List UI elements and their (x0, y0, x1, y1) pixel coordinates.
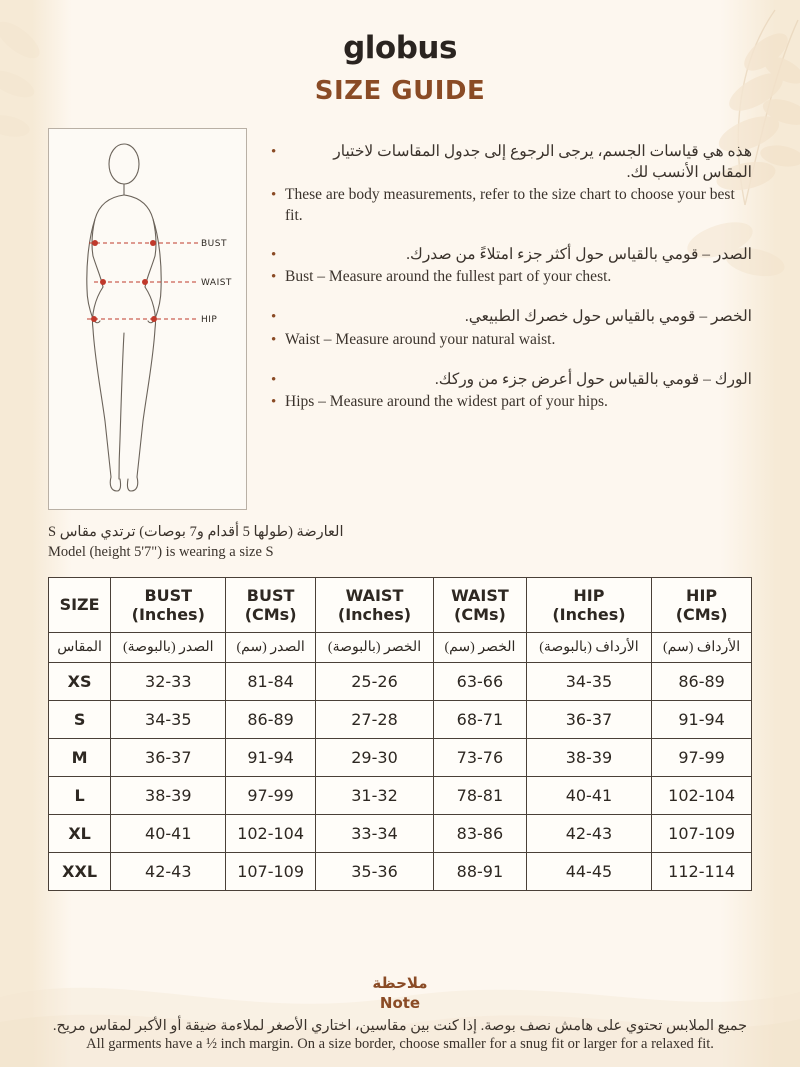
header-line-2: (Inches) (131, 604, 205, 624)
page-title: SIZE GUIDE (314, 76, 486, 106)
cell-size: S (49, 701, 111, 739)
cell-waist-inches: 35-36 (315, 853, 433, 891)
cell-hip-cms: 97-99 (652, 739, 752, 777)
header-line-1: BUST (144, 585, 193, 605)
cell-waist-cms: 73-76 (434, 739, 527, 777)
header-line-2: (CMs) (454, 604, 506, 624)
table-header-row-arabic (49, 632, 752, 663)
cell-bust-cms: 91-94 (226, 739, 315, 777)
cell-waist-inches: 31-32 (315, 777, 433, 815)
header-line-1: WAIST (345, 585, 404, 605)
note-arabic-text: الخصر – قومي بالقياس حول خصرك الطبيعي. (464, 308, 752, 326)
cell-hip-cms: 112-114 (652, 853, 752, 891)
cell-waist-cms: 68-71 (434, 701, 527, 739)
footer-title-english: Note (379, 994, 421, 1012)
cell-bust-cms: 107-109 (226, 853, 315, 891)
cell-hip-inches: 34-35 (526, 663, 651, 701)
cell-bust-inches: 38-39 (111, 777, 226, 815)
table-header-waist-inches (315, 577, 433, 632)
header-line-1: WAIST (451, 585, 509, 605)
cell-hip-cms: 102-104 (652, 777, 752, 815)
note-english (271, 330, 752, 352)
table-header-bust-inches (111, 577, 226, 632)
table-row (49, 701, 752, 739)
cell-hip-inches: 42-43 (526, 815, 651, 853)
table-header-bust-cms (226, 577, 315, 632)
cell-bust-inches: 32-33 (111, 663, 226, 701)
cell-bust-inches: 34-35 (111, 701, 226, 739)
cell-hip-cms: 107-109 (652, 815, 752, 853)
table-header-hip-inches (526, 577, 651, 632)
note-english-text: Waist – Measure around your natural waist. (285, 330, 556, 348)
bullet-icon: • (271, 269, 277, 286)
header-line-1: HIP (573, 585, 605, 605)
table-header-arabic-waist-cms: الخصر (سم) (434, 632, 527, 663)
header-line-1: BUST (246, 585, 295, 605)
note-english-text: Bust – Measure around the fullest part of your chest. (285, 268, 612, 286)
cell-size: XXL (49, 853, 111, 891)
cell-hip-inches: 44-45 (526, 853, 651, 891)
cell-waist-inches: 33-34 (315, 815, 433, 853)
note-arabic (271, 370, 752, 392)
cell-hip-cms: 86-89 (652, 663, 752, 701)
footer-note (0, 974, 800, 1053)
table-header-size (49, 577, 111, 632)
header-line-2: (CMs) (244, 604, 297, 624)
cell-size: XL (49, 815, 111, 853)
cell-size: L (49, 777, 111, 815)
table-header-arabic-waist-inches: الخصر (بالبوصة) (315, 632, 433, 663)
note-arabic (271, 142, 752, 184)
note-item (271, 245, 752, 290)
table-row (49, 739, 752, 777)
cell-waist-cms: 63-66 (434, 663, 527, 701)
cell-waist-cms: 83-86 (434, 815, 527, 853)
note-english (271, 185, 752, 227)
header-line-2: (Inches) (337, 604, 412, 624)
figure-label-bust: BUST (201, 239, 227, 249)
footer-title-arabic: ملاحظة (372, 974, 428, 992)
bullet-icon: • (271, 186, 277, 203)
measurement-guide-section (48, 128, 752, 510)
table-row (49, 853, 752, 891)
cell-waist-cms: 88-91 (434, 853, 527, 891)
cell-bust-inches: 36-37 (111, 739, 226, 777)
model-note-arabic: العارضة (طولها 5 أقدام و7 بوصات) ترتدي مقاس S (48, 524, 344, 540)
note-english-text: Hips – Measure around the widest part of your hips. (285, 393, 608, 411)
body-figure-illustration (48, 128, 247, 510)
table-header-arabic-bust-cms: الصدر (سم) (226, 632, 315, 663)
cell-bust-cms: 102-104 (226, 815, 315, 853)
footer-text-english: All garments have a ½ inch margin. On a size border, choose smaller for a snug fit or larger for a relaxed fit. (86, 1036, 714, 1052)
note-english-text: These are body measurements, refer to the size chart to choose your best fit. (285, 185, 735, 224)
table-header-arabic-hip-inches: الأرداف (بالبوصة) (526, 632, 651, 663)
figure-label-waist: WAIST (201, 278, 232, 288)
cell-bust-cms: 81-84 (226, 663, 315, 701)
bullet-icon: • (271, 246, 277, 263)
cell-hip-inches: 36-37 (526, 701, 651, 739)
note-english (271, 267, 752, 289)
header-line-1: HIP (686, 585, 718, 605)
table-row (49, 815, 752, 853)
note-arabic (271, 307, 752, 329)
size-chart-table (48, 577, 752, 892)
table-header-arabic-hip-cms: الأرداف (سم) (652, 632, 752, 663)
cell-hip-inches: 38-39 (526, 739, 651, 777)
note-item (271, 307, 752, 352)
table-header-row-english (49, 577, 752, 632)
model-note (48, 522, 752, 563)
bullet-icon: • (271, 371, 277, 388)
table-row (49, 777, 752, 815)
cell-waist-inches: 29-30 (315, 739, 433, 777)
bullet-icon: • (271, 331, 277, 348)
bullet-icon: • (271, 309, 277, 326)
header-line-2: (CMs) (675, 604, 728, 624)
cell-hip-inches: 40-41 (526, 777, 651, 815)
note-item (271, 370, 752, 415)
cell-bust-inches: 40-41 (111, 815, 226, 853)
cell-waist-cms: 78-81 (434, 777, 527, 815)
cell-bust-cms: 86-89 (226, 701, 315, 739)
female-body-outline-icon (49, 129, 244, 507)
footer-text-arabic: جميع الملابس تحتوي على هامش نصف بوصة. إذا كنت بين مقاسين، اختاري الأصغر لملاءمة ضيقة أو الأكبر لمقاس مريح. (52, 1018, 748, 1034)
note-arabic-text: هذه هي قياسات الجسم، يرجى الرجوع إلى جدول المقاسات لاختيار المقاس الأنسب لك. (333, 143, 752, 181)
note-arabic-text: الصدر – قومي بالقياس حول أكثر جزء امتلاءً من صدرك. (406, 245, 752, 263)
table-row (49, 663, 752, 701)
header-line-2: (Inches) (552, 604, 626, 624)
note-english (271, 392, 752, 414)
cell-bust-cms: 97-99 (226, 777, 315, 815)
cell-bust-inches: 42-43 (111, 853, 226, 891)
cell-hip-cms: 91-94 (652, 701, 752, 739)
note-item (271, 142, 752, 227)
cell-waist-inches: 27-28 (315, 701, 433, 739)
table-header-arabic-size: المقاس (49, 632, 111, 663)
bullet-icon: • (271, 144, 277, 160)
note-arabic (271, 245, 752, 267)
table-header-waist-cms (434, 577, 527, 632)
table-header-arabic-bust-inches: الصدر (بالبوصة) (111, 632, 226, 663)
cell-size: M (49, 739, 111, 777)
cell-waist-inches: 25-26 (315, 663, 433, 701)
table-header-hip-cms (652, 577, 752, 632)
cell-size: XS (49, 663, 111, 701)
bullet-icon: • (271, 394, 277, 411)
header-line-1: SIZE (59, 595, 100, 615)
note-arabic-text: الورك – قومي بالقياس حول أعرض جزء من وركك. (434, 370, 752, 388)
measurement-notes-list (247, 128, 752, 432)
figure-label-hip: HIP (201, 315, 218, 325)
brand-logo: globus (343, 30, 457, 66)
model-note-english: Model (height 5'7") is wearing a size S (48, 544, 274, 561)
